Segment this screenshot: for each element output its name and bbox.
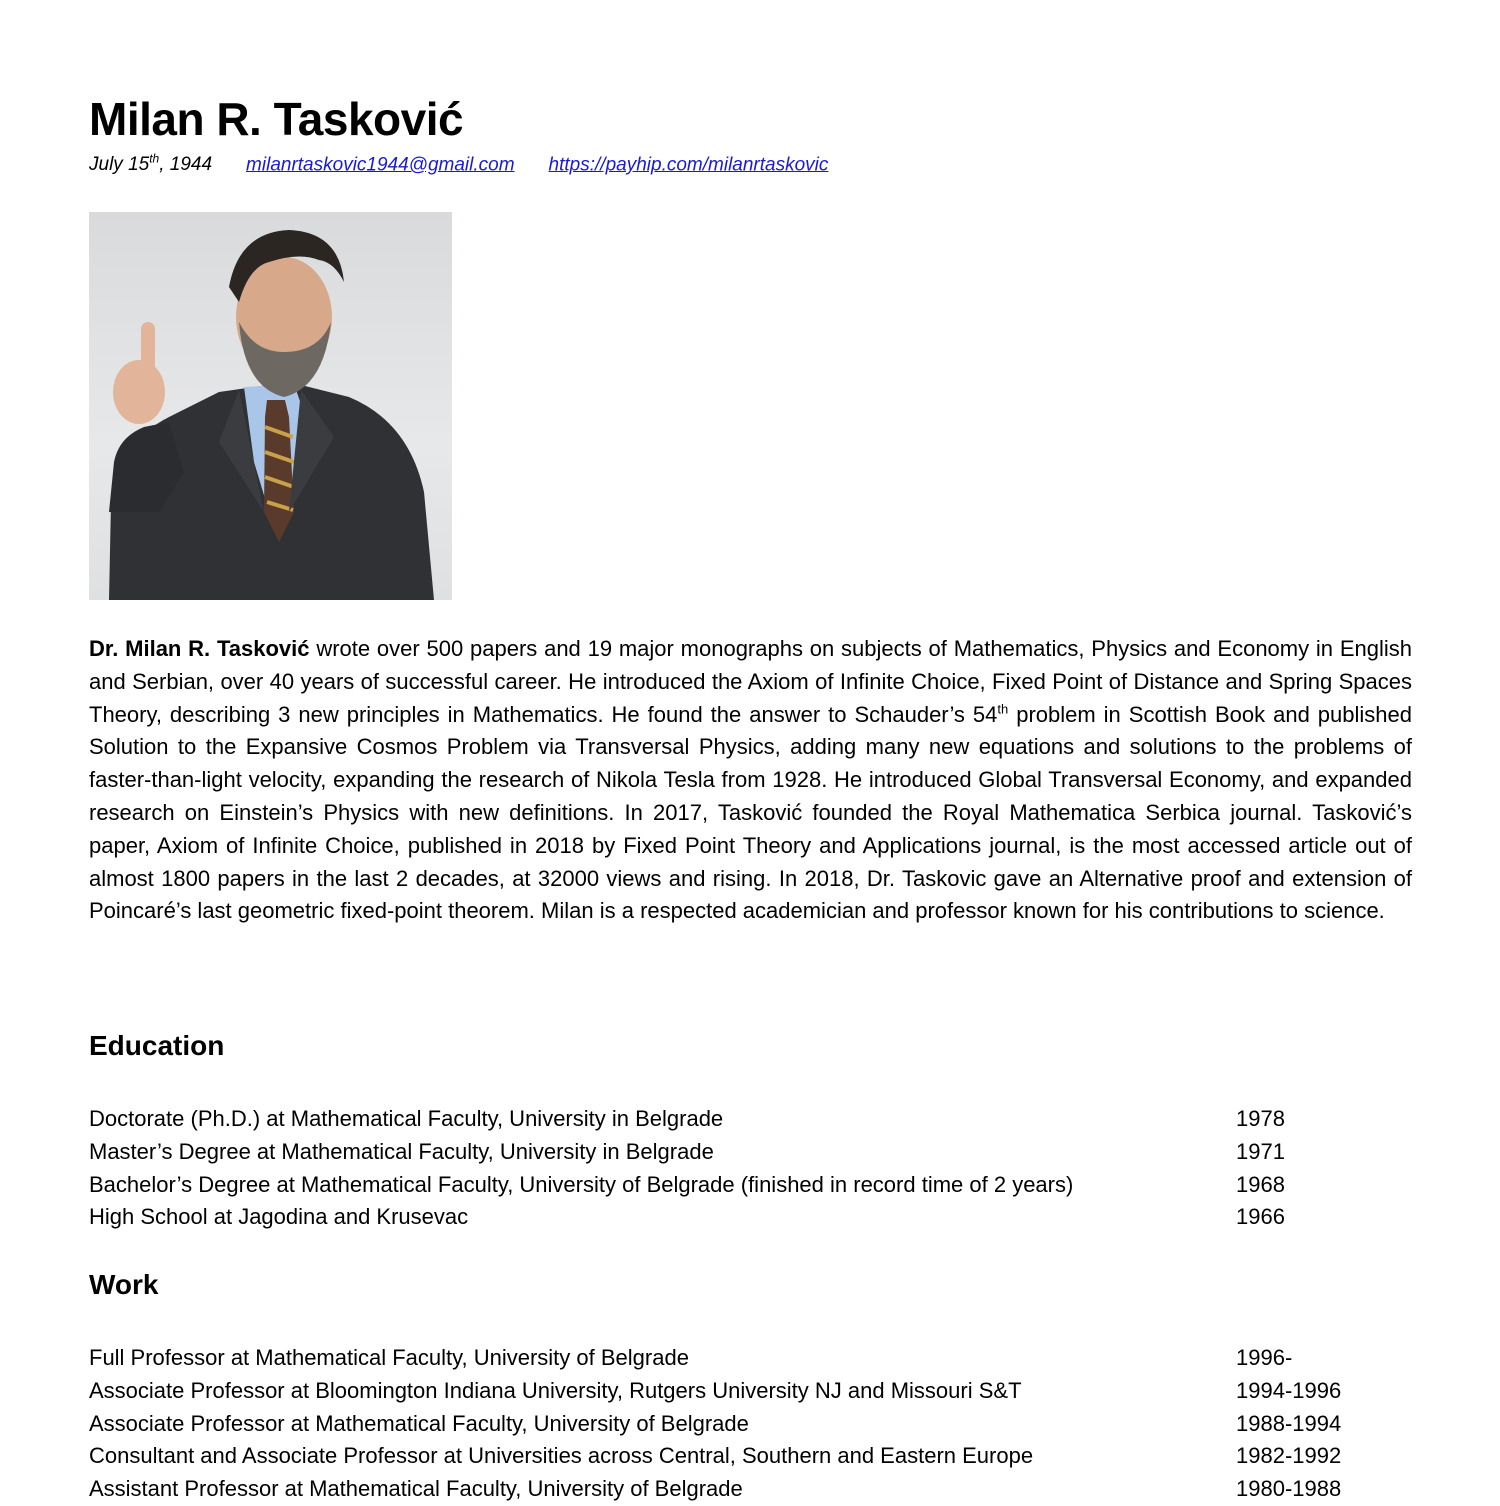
- work-description: Associate Professor at Bloomington Indiana University, Rutgers University NJ and Missouri S&T: [89, 1377, 1022, 1403]
- work-year: 1994-1996: [1236, 1377, 1342, 1403]
- birth-date: July 15th, 1944: [89, 152, 213, 176]
- work-row: [89, 1375, 1412, 1408]
- education-description: High School at Jagodina and Krusevac: [89, 1204, 469, 1230]
- education-year: 1968: [1236, 1171, 1285, 1197]
- email-link[interactable]: milanrtaskovic1944@gmail.com: [246, 154, 515, 176]
- education-year: 1978: [1236, 1106, 1285, 1131]
- biography-paragraph: Dr. Milan R. Tasković wrote over 500 papers and 19 major monographs on subjects of Mathematics, Physics and Economy in English and Serbian, over 40 years of successful career. He introduced the Axiom of Infinite Choice, Fixed Point of Distance and Spring Spaces Theory, describing 3 new principles in Mathematics. He found the answer to Schauder’s 54th problem in Scottish Book and published Solution to the Expansive Cosmos Problem via Transversal Physics, adding many new equations and solutions to the problems of faster-than-light velocity, expanding the research of Nikola Tesla from 1928. He introduced Global Transversal Economy, and expanded research on Einstein’s Physics with new definitions. In 2017, Tasković founded the Royal Mathematica Serbica journal. Tasković’s paper, Axiom of Infinite Choice, published in 2018 by Fixed Point Theory and Applications journal, is the most accessed article out of almost 1800 papers in the last 2 decades, at 32000 views and rising. In 2018, Dr. Taskovic gave an Alternative proof and extension of Poincaré’s last geometric fixed-point theorem. Milan is a respected academician and professor known for his contributions to science.: [89, 636, 1412, 924]
- work-row: [89, 1473, 1412, 1506]
- work-description: Associate Professor at Mathematical Faculty, University of Belgrade: [89, 1410, 749, 1436]
- education-row: [89, 1201, 1412, 1234]
- work-row: [89, 1440, 1412, 1473]
- contact-line: [89, 152, 828, 176]
- work-description: Full Professor at Mathematical Faculty, University of Belgrade: [89, 1345, 689, 1370]
- education-year: 1966: [1236, 1204, 1285, 1230]
- work-year: 1980-1988: [1236, 1476, 1342, 1502]
- education-row: [89, 1103, 1412, 1136]
- education-year: 1971: [1236, 1138, 1285, 1164]
- education-row: [89, 1169, 1412, 1202]
- work-description: Assistant Professor at Mathematical Faculty, University of Belgrade: [89, 1476, 743, 1502]
- education-row: [89, 1136, 1412, 1169]
- work-row: [89, 1408, 1412, 1441]
- work-list: [89, 1342, 1412, 1506]
- portrait-illustration: [89, 212, 452, 600]
- work-row: [89, 1342, 1412, 1375]
- bio-name: Dr. Milan R. Tasković: [89, 636, 310, 661]
- education-description: Master’s Degree at Mathematical Faculty, University in Belgrade: [89, 1138, 714, 1164]
- work-year: 1982-1992: [1236, 1443, 1342, 1469]
- work-heading: Work: [89, 1269, 159, 1300]
- work-year: 1996-: [1236, 1345, 1293, 1370]
- website-link[interactable]: https://payhip.com/milanrtaskovic: [548, 154, 829, 176]
- education-description: Bachelor’s Degree at Mathematical Faculty, University of Belgrade (finished in record time of 2 years): [89, 1171, 1074, 1197]
- work-description: Consultant and Associate Professor at Universities across Central, Southern and Eastern Europe: [89, 1443, 1034, 1469]
- education-heading: Education: [89, 1030, 225, 1061]
- person-name: Milan R. Tasković: [89, 93, 464, 145]
- education-list: [89, 1103, 1412, 1234]
- profile-photo: [89, 212, 452, 600]
- education-description: Doctorate (Ph.D.) at Mathematical Faculty, University in Belgrade: [89, 1106, 724, 1131]
- work-year: 1988-1994: [1236, 1410, 1342, 1436]
